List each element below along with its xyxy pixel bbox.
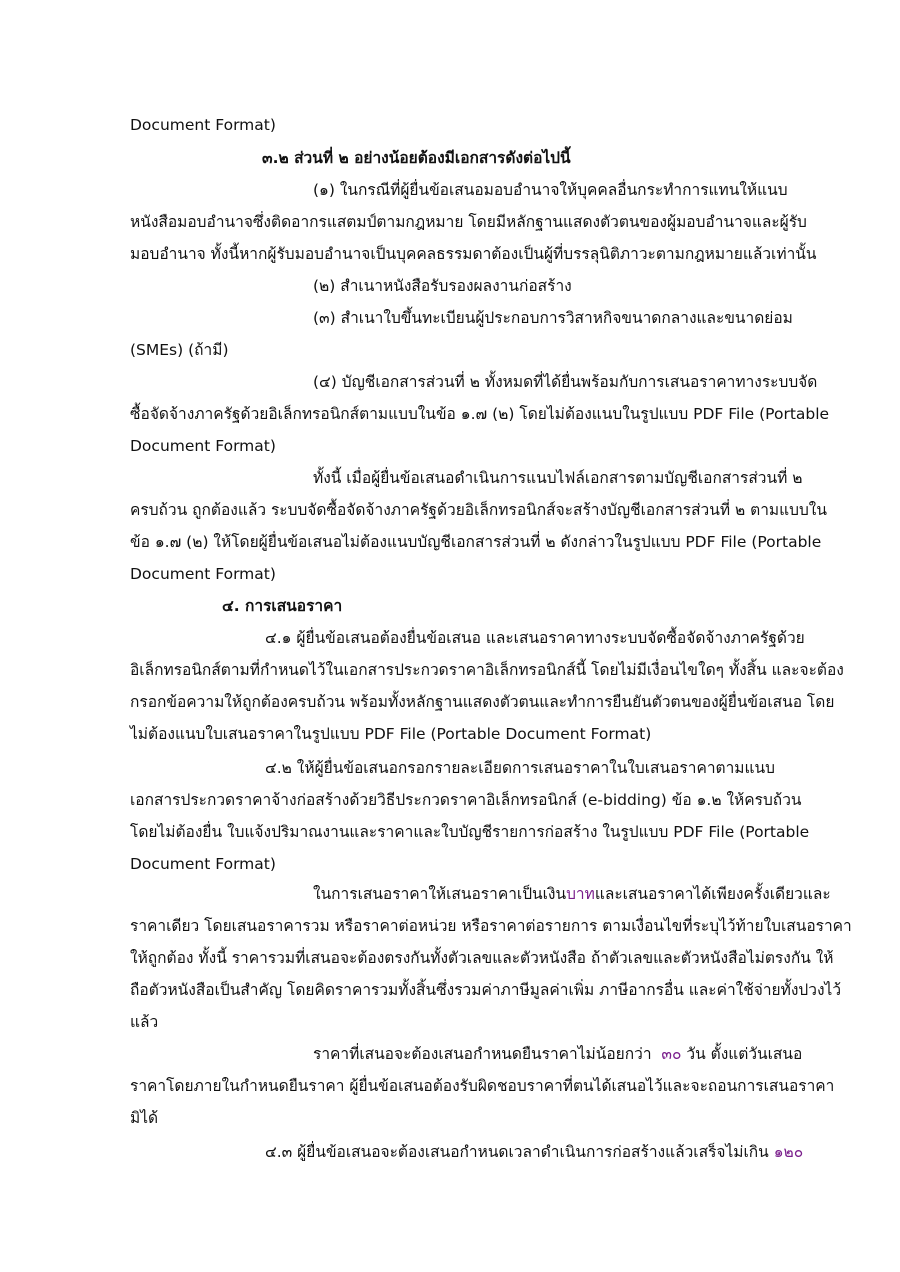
text-fragment: ในการเสนอราคาให้เสนอราคาเป็นเงิน xyxy=(313,885,567,903)
text-line: Document Format) xyxy=(130,116,276,134)
text-fragment: วัน ตั้งแต่วันเสนอ xyxy=(686,1045,803,1063)
text-fragment: ๔.๓ ผู้ยื่นข้อเสนอจะต้องเสนอกำหนดเวลาดำเนินการก่อสร้างแล้วเสร็จไม่เกิน xyxy=(265,1143,769,1161)
text-line: (๓) สำเนาใบขึ้นทะเบียนผู้ประกอบการวิสาหกิจขนาดกลางและขนาดย่อม xyxy=(313,309,793,327)
text-line: ทั้งนี้ เมื่อผู้ยื่นข้อเสนอดำเนินการแนบไฟล์เอกสารตามบัญชีเอกสารส่วนที่ ๒ xyxy=(313,469,803,487)
text-line: มิได้ xyxy=(130,1109,159,1127)
text-line: เอกสารประกวดราคาจ้างก่อสร้างด้วยวิธีประกวดราคาอิเล็กทรอนิกส์ (e-bidding) ข้อ ๑.๒ ให้ครบถ้วน xyxy=(130,791,802,809)
text-line: อิเล็กทรอนิกส์ตามที่กำหนดไว้ในเอกสารประกวดราคาอิเล็กทรอนิกส์นี้ โดยไม่มีเงื่อนไขใดๆ ทั้งสิ้น และจะต้อง xyxy=(130,661,844,679)
text-line: ราคาโดยภายในกำหนดยืนราคา ผู้ยื่นข้อเสนอต้องรับผิดชอบราคาที่ตนได้เสนอไว้และจะถอนการเสนอราคา xyxy=(130,1077,835,1095)
text-line: Document Format) xyxy=(130,565,276,583)
text-line: (๑) ในกรณีที่ผู้ยื่นข้อเสนอมอบอำนาจให้บุคคลอื่นกระทำการแทนให้แนบ xyxy=(313,181,788,199)
section-heading: ๔. การเสนอราคา xyxy=(222,597,343,615)
text-line: ราคาเดียว โดยเสนอราคารวม หรือราคาต่อหน่วย หรือราคาต่อรายการ ตามเงื่อนไขที่ระบุไว้ท้ายใบเสนอราคา xyxy=(130,917,852,935)
text-line: Document Format) xyxy=(130,437,276,455)
text-line: ถือตัวหนังสือเป็นสำคัญ โดยคิดราคารวมทั้งสิ้นซึ่งรวมค่าภาษีมูลค่าเพิ่ม ภาษีอากรอื่น และค่าใช้จ่ายทั้งปวงไว้ xyxy=(130,981,842,999)
text-line: (๒) สำเนาหนังสือรับรองผลงานก่อสร้าง xyxy=(313,277,572,295)
text-line xyxy=(265,1140,803,1164)
text-line: ซื้อจัดจ้างภาครัฐด้วยอิเล็กทรอนิกส์ตามแบบในข้อ ๑.๗ (๒) โดยไม่ต้องแนบในรูปแบบ PDF File (Portable xyxy=(130,405,830,423)
text-line: ไม่ต้องแนบใบเสนอราคาในรูปแบบ PDF File (Portable Document Format) xyxy=(130,725,652,743)
text-line xyxy=(313,882,831,906)
text-line: กรอกข้อความให้ถูกต้องครบถ้วน พร้อมทั้งหลักฐานแสดงตัวตนและทำการยืนยันตัวตนของผู้ยื่นข้อเสนอ โดย xyxy=(130,693,835,711)
currency-text: บาท xyxy=(566,885,595,903)
text-line: Document Format) xyxy=(130,855,276,873)
text-line: โดยไม่ต้องยื่น ใบแจ้งปริมาณงานและราคาและใบบัญชีรายการก่อสร้าง ในรูปแบบ PDF File (Portable xyxy=(130,823,810,841)
text-line: (SMEs) (ถ้ามี) xyxy=(130,341,229,359)
text-line: มอบอำนาจ ทั้งนี้หากผู้รับมอบอำนาจเป็นบุคคลธรรมดาต้องเป็นผู้ที่บรรลุนิติภาวะตามกฎหมายแล้วเท่านั้น xyxy=(130,245,817,263)
days-value: ๓๐ xyxy=(661,1045,682,1063)
text-line: แล้ว xyxy=(130,1013,159,1031)
text-line: หนังสือมอบอำนาจซึ่งติดอากรแสตมป์ตามกฎหมาย โดยมีหลักฐานแสดงตัวตนของผู้มอบอำนาจและผู้รับ xyxy=(130,213,807,231)
text-line: (๔) บัญชีเอกสารส่วนที่ ๒ ทั้งหมดที่ได้ยื่นพร้อมกับการเสนอราคาทางระบบจัด xyxy=(313,373,818,391)
days-value: ๑๒๐ xyxy=(773,1143,804,1161)
text-line: ครบถ้วน ถูกต้องแล้ว ระบบจัดซื้อจัดจ้างภาครัฐด้วยอิเล็กทรอนิกส์จะสร้างบัญชีเอกสารส่วนที่ ๒ ตามแบบใน xyxy=(130,501,827,519)
text-line: ให้ถูกต้อง ทั้งนี้ ราคารวมที่เสนอจะต้องตรงกันทั้งตัวเลขและตัวหนังสือ ถ้าตัวเลขและตัวหนังสือไม่ตรงกัน ให้ xyxy=(130,949,834,967)
section-heading: ๓.๒ ส่วนที่ ๒ อย่างน้อยต้องมีเอกสารดังต่อไปนี้ xyxy=(262,149,571,167)
text-line xyxy=(313,1042,802,1066)
text-fragment: ราคาที่เสนอจะต้องเสนอกำหนดยืนราคาไม่น้อยกว่า xyxy=(313,1045,652,1063)
text-line: ข้อ ๑.๗ (๒) ให้โดยผู้ยื่นข้อเสนอไม่ต้องแนบบัญชีเอกสารส่วนที่ ๒ ดังกล่าวในรูปแบบ PDF File (Portable xyxy=(130,533,822,551)
text-fragment: และเสนอราคาได้เพียงครั้งเดียวและ xyxy=(594,885,831,903)
text-line: ๔.๒ ให้ผู้ยื่นข้อเสนอกรอกรายละเอียดการเสนอราคาในใบเสนอราคาตามแนบ xyxy=(265,759,775,777)
text-line: ๔.๑ ผู้ยื่นข้อเสนอต้องยื่นข้อเสนอ และเสนอราคาทางระบบจัดซื้อจัดจ้างภาครัฐด้วย xyxy=(265,629,805,647)
